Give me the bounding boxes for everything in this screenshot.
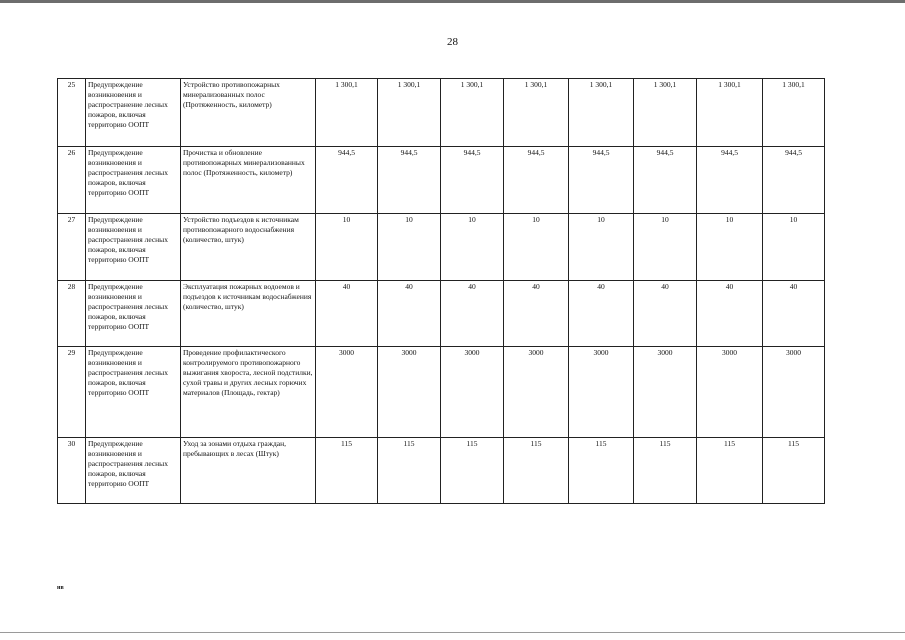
row-value: 1 300,1 <box>316 79 378 147</box>
row-value: 10 <box>441 214 504 281</box>
row-event-name: Предупреждение возникновения и распространения лесных пожаров, включая территорию ООПТ <box>86 214 181 281</box>
row-measure: Прочистка и обновление противопожарных минерализованных полос (Протяженность, километр) <box>181 147 316 214</box>
table-row <box>58 347 825 438</box>
row-measure: Устройство подъездов к источникам противопожарного водоснабжения (количество, штук) <box>181 214 316 281</box>
row-event-name: Предупреждение возникновения и распространения лесных пожаров, включая территорию ООПТ <box>86 281 181 347</box>
row-value: 944,5 <box>763 147 825 214</box>
measures-table <box>57 78 825 504</box>
row-value: 3000 <box>316 347 378 438</box>
row-value: 3000 <box>378 347 441 438</box>
row-value: 3000 <box>441 347 504 438</box>
row-value: 10 <box>504 214 569 281</box>
row-number: 28 <box>58 281 86 347</box>
table-row <box>58 147 825 214</box>
row-number: 29 <box>58 347 86 438</box>
row-value: 10 <box>763 214 825 281</box>
row-number: 30 <box>58 438 86 504</box>
row-value: 115 <box>316 438 378 504</box>
row-number: 25 <box>58 79 86 147</box>
scan-top-edge <box>0 0 905 3</box>
row-value: 40 <box>634 281 697 347</box>
row-value: 1 300,1 <box>697 79 763 147</box>
row-value: 40 <box>441 281 504 347</box>
row-value: 1 300,1 <box>504 79 569 147</box>
row-value: 944,5 <box>697 147 763 214</box>
row-value: 40 <box>504 281 569 347</box>
row-value: 944,5 <box>378 147 441 214</box>
row-value: 40 <box>697 281 763 347</box>
row-measure: Устройство противопожарных минерализованных полос (Протяженность, километр) <box>181 79 316 147</box>
row-value: 115 <box>697 438 763 504</box>
row-value: 944,5 <box>441 147 504 214</box>
table-row <box>58 281 825 347</box>
row-value: 115 <box>569 438 634 504</box>
row-number: 27 <box>58 214 86 281</box>
row-value: 10 <box>378 214 441 281</box>
row-measure: Уход за зонами отдыха граждан, пребывающих в лесах (Штук) <box>181 438 316 504</box>
row-value: 10 <box>316 214 378 281</box>
table-body <box>58 79 825 504</box>
row-event-name: Предупреждение возникновения и распространения лесных пожаров, включая территорию ООПТ <box>86 347 181 438</box>
row-value: 3000 <box>697 347 763 438</box>
row-event-name: Предупреждение возникновения и распространения лесных пожаров, включая территорию ООПТ <box>86 147 181 214</box>
row-value: 3000 <box>569 347 634 438</box>
row-value: 10 <box>697 214 763 281</box>
table-row <box>58 79 825 147</box>
row-event-name: Предупреждение возникновения и распространение лесных пожаров, включая территорию ООПТ <box>86 79 181 147</box>
row-value: 115 <box>634 438 697 504</box>
row-value: 10 <box>569 214 634 281</box>
row-value: 3000 <box>504 347 569 438</box>
row-value: 115 <box>378 438 441 504</box>
row-value: 40 <box>316 281 378 347</box>
page-number: 28 <box>447 36 458 48</box>
row-value: 3000 <box>763 347 825 438</box>
table-row <box>58 214 825 281</box>
row-value: 40 <box>763 281 825 347</box>
row-measure: Проведение профилактического контролируемого противопожарного выжигания хвороста, лесной подстилки, сухой травы и других лесных горючих материалов (Площадь, гектар) <box>181 347 316 438</box>
row-value: 115 <box>763 438 825 504</box>
row-value: 944,5 <box>316 147 378 214</box>
row-value: 944,5 <box>634 147 697 214</box>
row-value: 40 <box>378 281 441 347</box>
scan-bottom-edge <box>0 632 905 633</box>
row-value: 40 <box>569 281 634 347</box>
row-value: 115 <box>441 438 504 504</box>
table-row <box>58 438 825 504</box>
row-value: 10 <box>634 214 697 281</box>
row-value: 115 <box>504 438 569 504</box>
row-value: 944,5 <box>504 147 569 214</box>
footer-mark: нв <box>57 585 64 591</box>
row-value: 944,5 <box>569 147 634 214</box>
row-value: 1 300,1 <box>763 79 825 147</box>
row-value: 1 300,1 <box>634 79 697 147</box>
row-value: 1 300,1 <box>441 79 504 147</box>
row-number: 26 <box>58 147 86 214</box>
row-value: 1 300,1 <box>569 79 634 147</box>
row-event-name: Предупреждение возникновения и распространения лесных пожаров, включая территорию ООПТ <box>86 438 181 504</box>
row-value: 3000 <box>634 347 697 438</box>
row-value: 1 300,1 <box>378 79 441 147</box>
row-measure: Эксплуатация пожарных водоемов и подъездов к источникам водоснабжения (количество, штук) <box>181 281 316 347</box>
